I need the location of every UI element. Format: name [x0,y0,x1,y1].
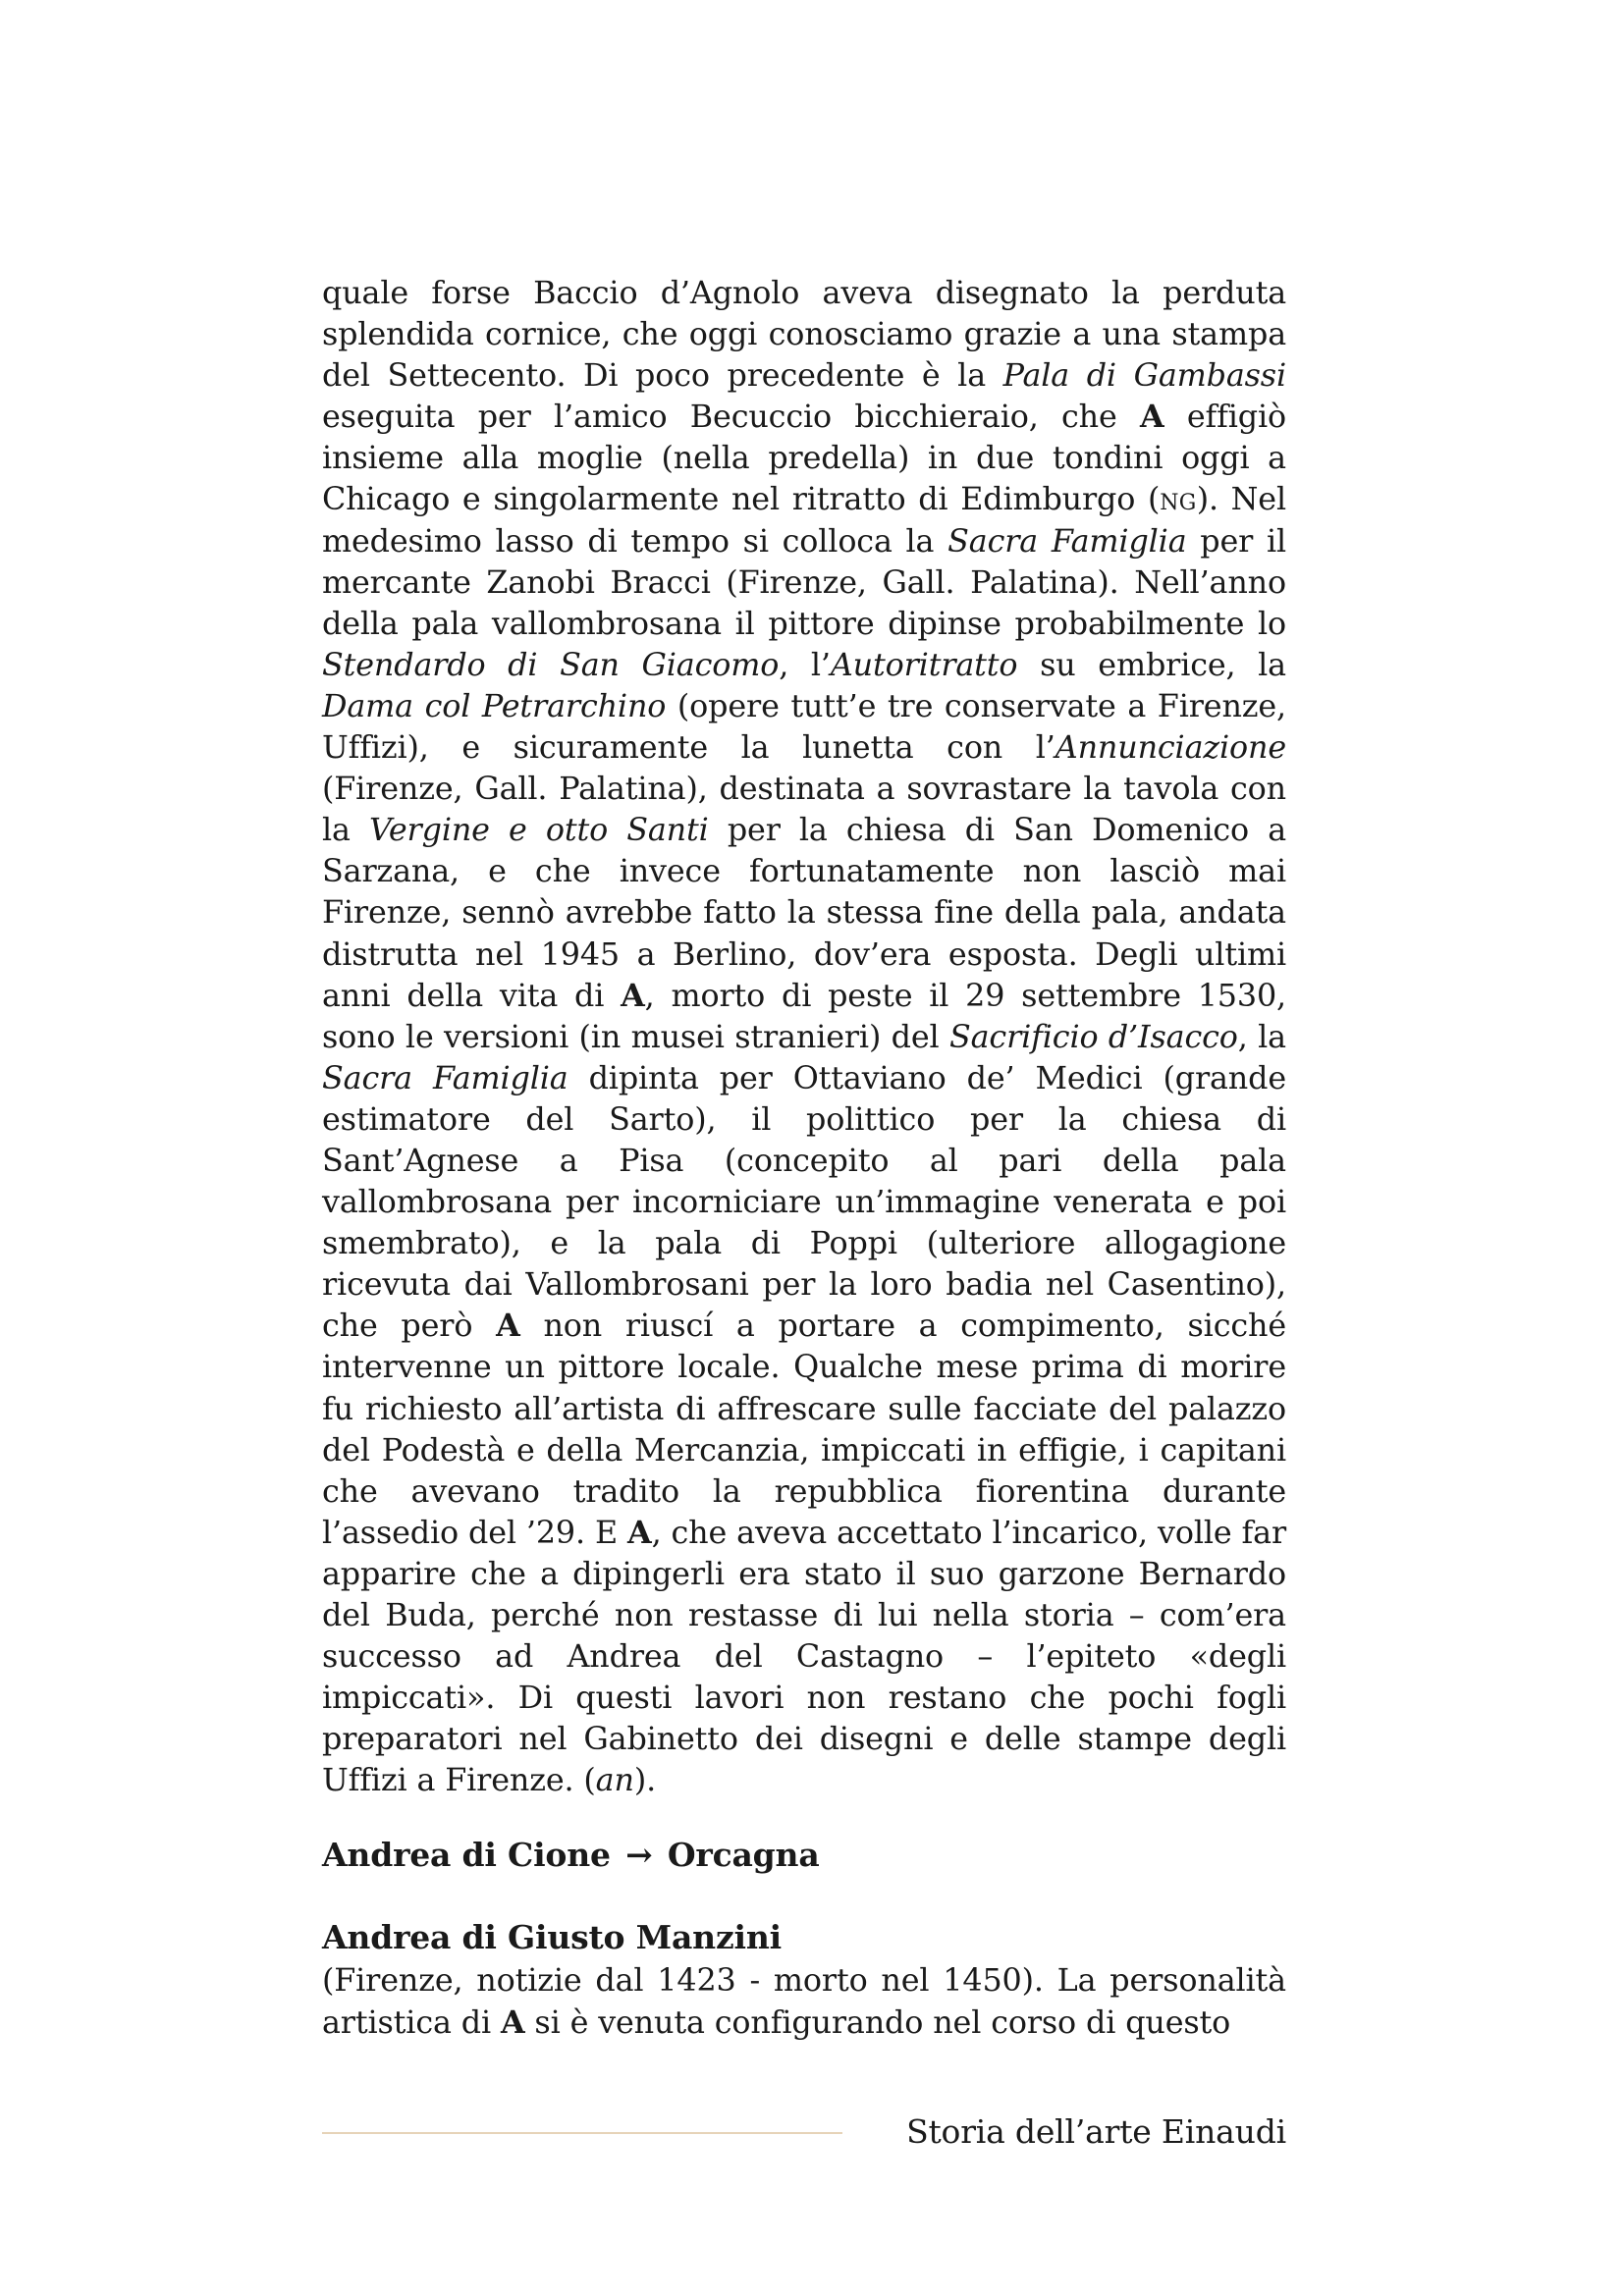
text-run: effigiò insieme alla moglie (nella predella) in due tondini oggi a Chicago e singolarmente nel ritratto di Edimburgo ( [322,399,1286,518]
artwork-title: Autoritratto [830,646,1018,683]
text-run: (opere tutt’e tre conservate a Firenze, Uffizi), e sicuramente la lunetta con l’ [322,687,1286,767]
article-andrea-del-sarto-text [322,273,1286,1801]
text-run: si è venuta configurando nel corso di questo [524,2003,1231,2041]
artist-abbreviation: A [1140,399,1164,436]
entry-andrea-di-giusto-text [322,1960,1286,2043]
text-run: (Firenze, notizie dal 1423 - morto nel 1450). La personalità artistica di [322,1962,1286,2041]
text-run: , morto di peste il 29 settembre 1530, sono le versioni (in musei stranieri) del [322,977,1286,1055]
text-run: su embrice, la [1017,646,1286,683]
cross-reference-arrow-icon: → [625,1836,653,1875]
text-run: , la [1237,1018,1286,1055]
text-run: ). [633,1762,657,1799]
artwork-title: Annunciazione [1055,729,1286,767]
artwork-title: Dama col Petrarchino [322,687,667,724]
artist-abbreviation: A [496,1308,520,1345]
footer-rule [322,2132,842,2134]
entry-name: Andrea di Cione [322,1836,611,1875]
artwork-title: Sacrificio d’Isacco [948,1018,1238,1055]
artwork-title: Vergine e otto Santi [369,812,709,849]
text-run: , l’ [779,646,831,683]
text-run: non riuscí a portare a compimento, sicché intervenne un pittore locale. Qualche mese prima di morire fu richiesto all’artista di affrescare sulle facciate del palazzo del Podestà e della Mercanzia, impiccati in effigie, i capitani che avevano tradito la repubblica fiorentina durante l’assedio del ’29. E [322,1308,1287,1551]
text-run: dipinta per Ottaviano de’ Medici (grande estimatore del Sarto), il polittico per la chiesa di Sant’Agnese a Pisa (concepito al pari della pala vallombrosana per incorniciare un’immagine venerata e poi smembrato), e la pala di Poppi (ulteriore allogagione ricevuta dai Vallombrosani per la loro badia nel Casentino), che però [322,1059,1287,1345]
text-run: quale forse Baccio d’Agnolo aveva disegnato la perduta splendida cornice, che oggi conosciamo grazie a una stampa del Settecento. Di poco precedente è la [322,275,1286,395]
text-run: per la chiesa di San Domenico a Sarzana, e che invece fortunatamente non lasciò mai Firenze, sennò avrebbe fatto la stessa fine della pala, andata distrutta nel 1945 a Berlino, dov’era esposta. Degli ultimi anni della vita di [322,812,1286,1014]
page-footer [322,2110,1286,2154]
cross-reference-target[interactable]: Orcagna [667,1836,820,1875]
text-run: , che aveva accettato l’incarico, volle far apparire che a dipingerli era stato il suo garzone Bernardo del Buda, perché non restasse di lui nella storia – com’era successo ad Andrea del Castagno – l’epiteto «degli impiccati». Di questi lavori non restano che pochi fogli preparatori nel Gabinetto dei disegni e delle stampe degli Uffizi a Firenze. ( [322,1514,1286,1799]
text-run: (Firenze, Gall. Palatina), destinata a sovrastare la tavola con la [322,771,1286,849]
artwork-title: Stendardo di San Giacomo [322,646,780,683]
artwork-title: Pala di Gambassi [1002,357,1286,395]
museum-abbreviation: ng [1160,481,1197,518]
footer-book-title: Storia dell’arte Einaudi [906,2112,1286,2151]
text-run: per il mercante Zanobi Bracci (Firenze, Gall. Palatina). Nell’anno della pala vallombrosana il pittore dipinse probabilmente lo [322,522,1286,642]
entry-heading-andrea-di-cione [322,1835,1286,1876]
entry-heading-andrea-di-giusto-manzini: Andrea di Giusto Manzini [322,1918,782,1957]
artist-abbreviation: A [627,1514,652,1551]
text-run: eseguita per l’amico Becuccio bicchieraio, che [322,399,1140,436]
author-initials: an [595,1762,634,1799]
artist-abbreviation: A [500,2003,525,2041]
text-run: ). Nel medesimo lasso di tempo si colloca la [322,481,1286,560]
page-content [322,273,1286,2044]
artwork-title: Sacra Famiglia [322,1059,568,1096]
artwork-title: Sacra Famiglia [947,522,1187,560]
artist-abbreviation: A [621,977,645,1014]
